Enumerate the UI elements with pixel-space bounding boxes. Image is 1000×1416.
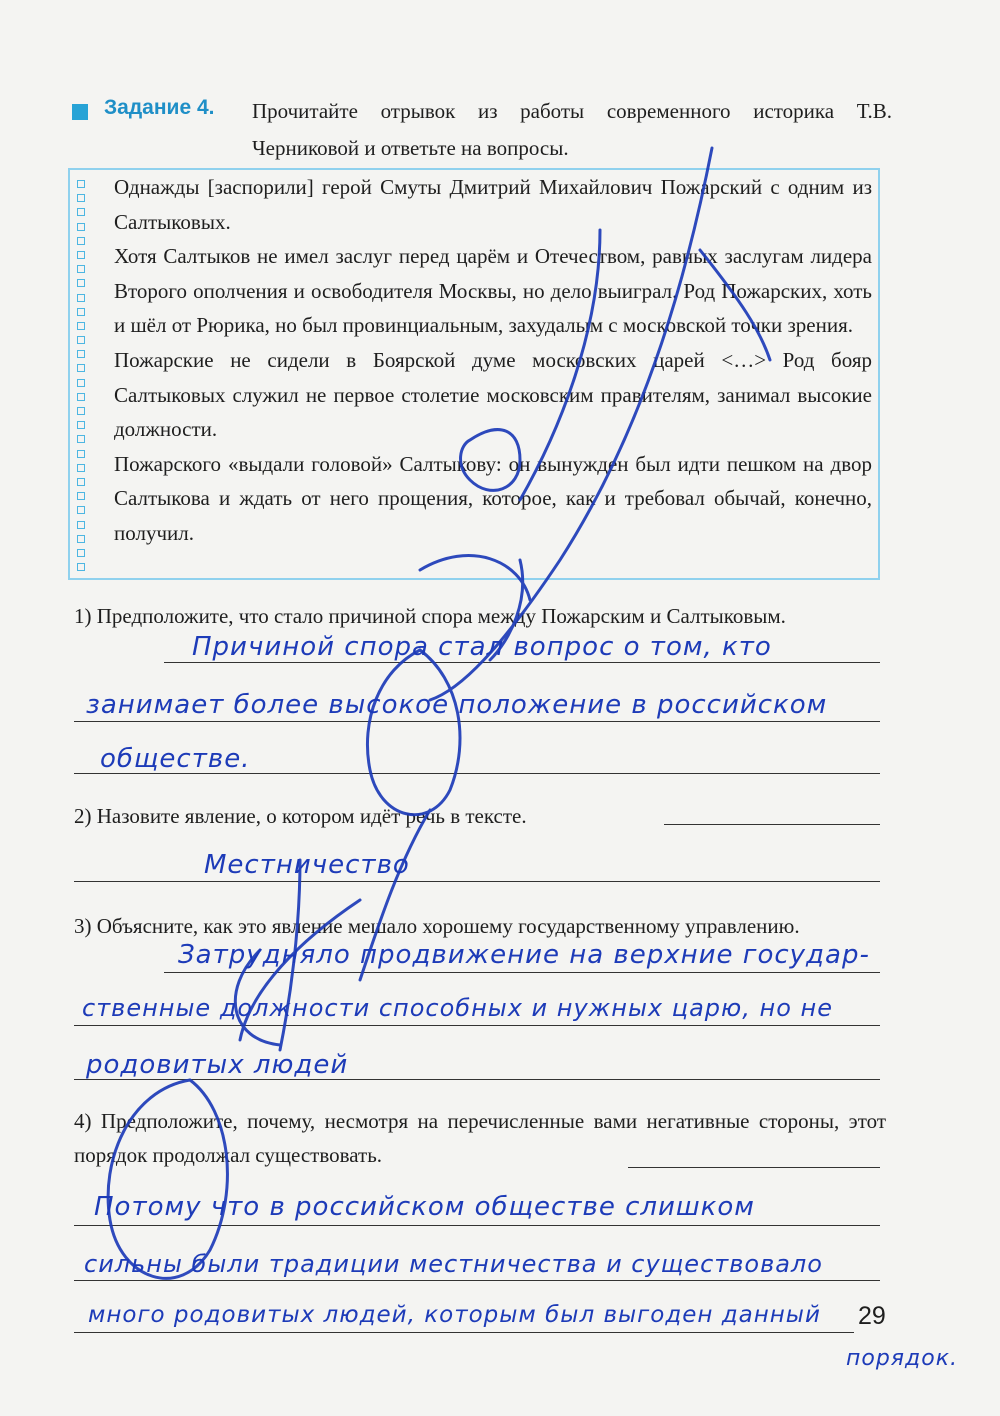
answer-line[interactable] <box>74 1225 880 1226</box>
answer-line[interactable] <box>74 1332 854 1333</box>
handwritten-answer: ственные должности способных и нужных царю, но не <box>82 994 833 1022</box>
quote-paragraph: Пожарские не сидели в Боярской думе московских царей <…> Род бояр Салтыковых служил не первое столетие московским правителям, занимал высокие должности. <box>114 347 872 442</box>
answer-line[interactable] <box>628 1167 880 1168</box>
task-instruction: Прочитайте отрывок из работы современного историка Т.В. Черниковой и ответьте на вопросы. <box>252 99 892 160</box>
answer-line[interactable] <box>74 1280 880 1281</box>
page-number: 29 <box>858 1302 886 1330</box>
handwritten-answer: порядок. <box>846 1346 958 1371</box>
question-2: 2) Назовите явление, о котором идёт речь в тексте. <box>74 804 527 828</box>
quote-paragraph: Хотя Салтыков не имел заслуг перед царём и Отечеством, равных заслугам лидера Второго ополчения и освободителя Москвы, но дело выиграл. Род Пожарских, хоть и шёл от Рюрика, но был провинциальным, захудалым с московской точки зрения. <box>114 244 872 338</box>
handwritten-answer: Местничество <box>204 850 410 880</box>
handwritten-answer: Причиной спора стал вопрос о том, кто <box>192 632 772 662</box>
answer-line[interactable] <box>74 881 880 882</box>
handwritten-answer: занимает более высокое положение в российском <box>86 690 828 720</box>
task-marker-icon <box>72 104 88 120</box>
handwritten-answer: сильны были традиции местничества и существовало <box>84 1250 823 1278</box>
answer-line[interactable] <box>164 662 880 663</box>
handwritten-answer: много родовитых людей, которым был выгоден данный <box>88 1302 821 1328</box>
question-1: 1) Предположите, что стало причиной спора между Пожарским и Салтыковым. <box>74 604 786 628</box>
answer-line[interactable] <box>664 824 880 825</box>
answer-line[interactable] <box>164 972 880 973</box>
quote-border-decoration <box>77 180 91 572</box>
task-label: Задание 4. <box>104 96 215 119</box>
quote-paragraph: Однажды [заспорили] герой Смуты Дмитрий Михайлович Пожарский с одним из Салтыковых. <box>114 175 872 234</box>
question-3: 3) Объясните, как это явление мешало хорошему государственному управлению. <box>74 914 800 938</box>
question-4: 4) Предположите, почему, несмотря на перечисленные вами негативные стороны, этот порядок продолжал существовать. <box>74 1109 886 1167</box>
handwritten-answer: Затрудняло продвижение на верхние государ- <box>178 940 870 970</box>
quote-paragraph: Пожарского «выдали головой» Салтыкову: он вынужден был идти пешком на двор Салтыкова и ждать от него прощения, которое, как и требовал обычай, конечно, получил. <box>114 451 872 545</box>
answer-line[interactable] <box>74 721 880 722</box>
handwritten-answer: обществе. <box>100 744 251 774</box>
handwritten-answer: родовитых людей <box>86 1050 349 1080</box>
answer-line[interactable] <box>74 1025 880 1026</box>
handwritten-answer: Потому что в российском обществе слишком <box>94 1192 755 1222</box>
quote-text <box>114 170 872 551</box>
